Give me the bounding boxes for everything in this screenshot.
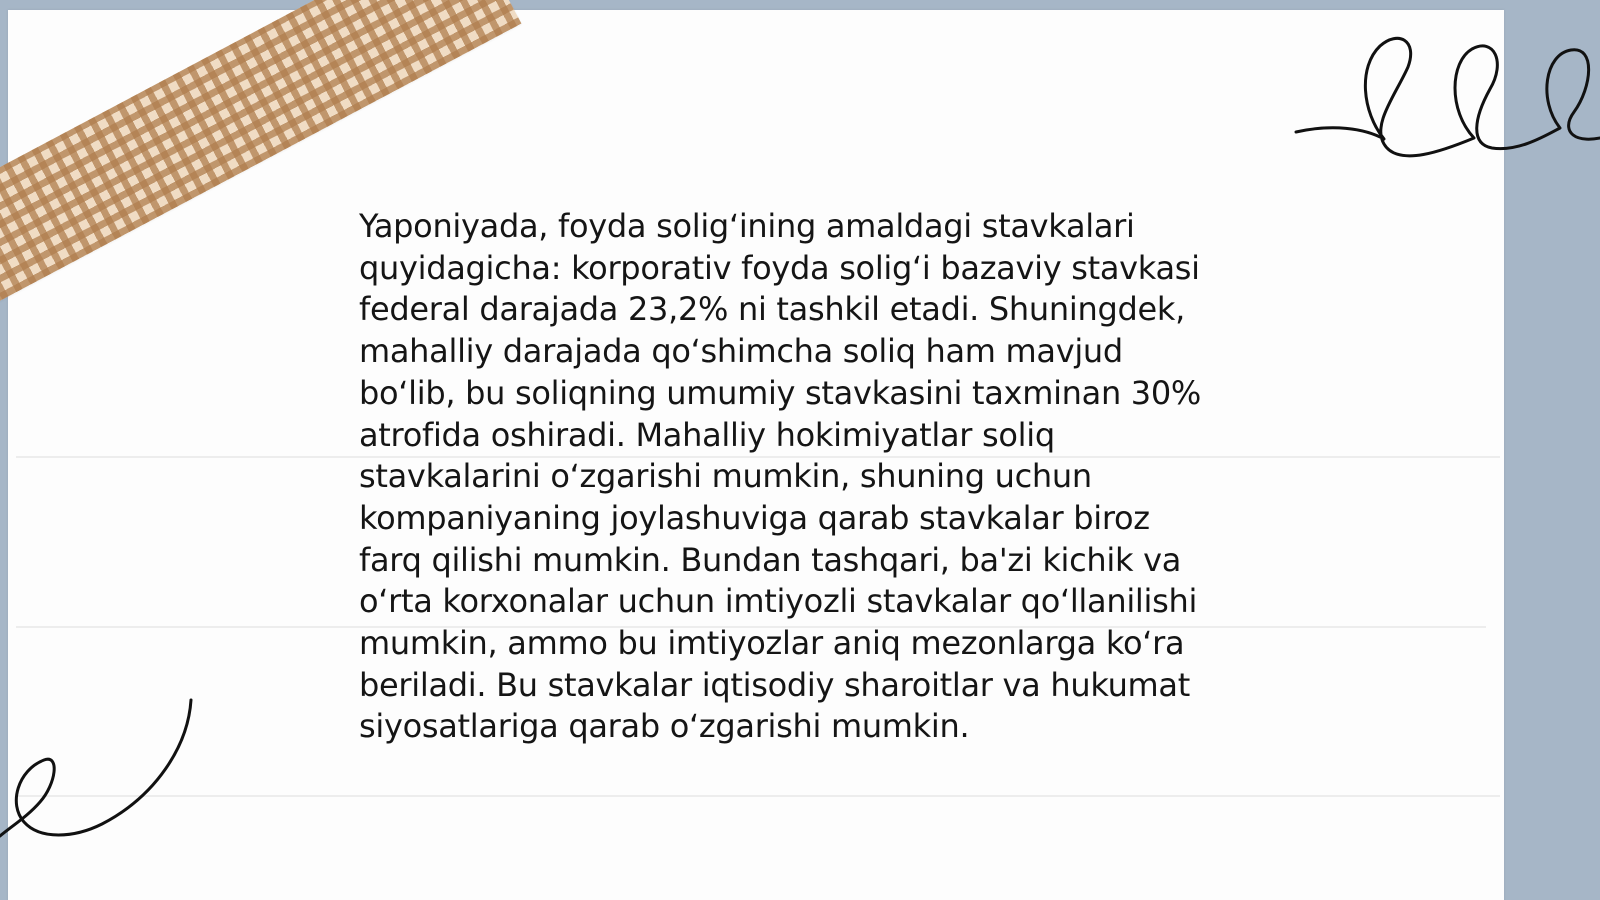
body-paragraph: Yaponiyada, foyda solig‘ining amaldagi stavkalari quyidagicha: korporativ foyda solig‘i bazaviy stavkasi federal darajada 23,2% ni tashkil etadi. Shuningdek, mahalliy darajada qo‘shimcha soliq ham mavjud bo‘lib, bu soliqning umumiy stavkasini taxminan 30% atrofida oshiradi. Mahalliy hokimiyatlar soliq stavkalarini o‘zgarishi mumkin, shuning uchun kompaniyaning joylashuviga qarab stavkalar biroz farq qilishi mumkin. Bundan tashqari, ba'zi kichik va o‘rta korxonalar uchun imtiyozli stavkalar qo‘llanilishi mumkin, ammo bu imtiyozlar aniq mezonlarga ko‘ra beriladi. Bu stavkalar iqtisodiy sharoitlar va hukumat siyosatlariga qarab o‘zgarishi mumkin.: [359, 207, 1202, 746]
paper-rule-line: [16, 795, 1500, 797]
top-right-doodle-icon: [1290, 32, 1600, 164]
bottom-left-doodle-icon: [0, 698, 200, 848]
